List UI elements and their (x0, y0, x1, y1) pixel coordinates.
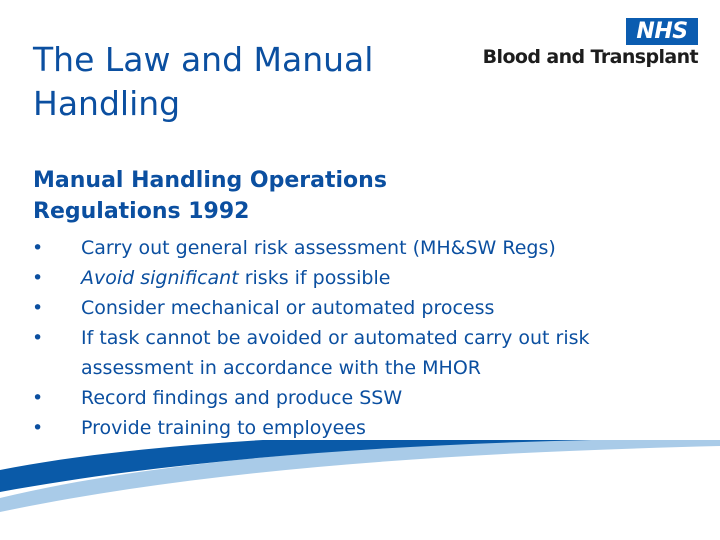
bullet-text: Provide training to employees (81, 417, 366, 439)
organisation-name: Blood and Transplant (482, 46, 698, 68)
bullet-marker: • (32, 417, 44, 439)
nhs-badge: NHS (626, 18, 698, 45)
swoosh-light-band (0, 440, 720, 512)
bullet-text: Consider mechanical or automated process (81, 297, 495, 319)
bullet-item (30, 383, 630, 413)
bullet-marker: • (32, 327, 44, 349)
bullet-list (30, 233, 630, 443)
slide-subtitle: Manual Handling Operations Regulations 1992 (33, 168, 387, 224)
bullet-item (30, 233, 630, 263)
bullet-marker: • (32, 267, 44, 289)
slide-title: The Law and Manual Handling (33, 40, 374, 123)
bullet-item (30, 323, 630, 383)
bullet-text: Carry out general risk assessment (MH&SW Regs) (81, 237, 556, 259)
bullet-marker: • (32, 297, 44, 319)
bullet-marker: • (32, 387, 44, 409)
bullet-item (30, 413, 630, 443)
decorative-swoosh (0, 440, 720, 540)
bullet-item (30, 263, 630, 293)
bullet-text (81, 263, 630, 293)
bullet-marker: • (32, 237, 44, 259)
bullet-item (30, 293, 630, 323)
bullet-text: Record findings and produce SSW (81, 387, 403, 409)
bullet-text: If task cannot be avoided or automated carry out risk assessment in accordance with the MHOR (81, 327, 590, 379)
bullet-text-rest: risks if possible (238, 267, 391, 289)
bullet-emphasis: Avoid significant (81, 267, 239, 289)
nhs-logo (470, 18, 700, 70)
